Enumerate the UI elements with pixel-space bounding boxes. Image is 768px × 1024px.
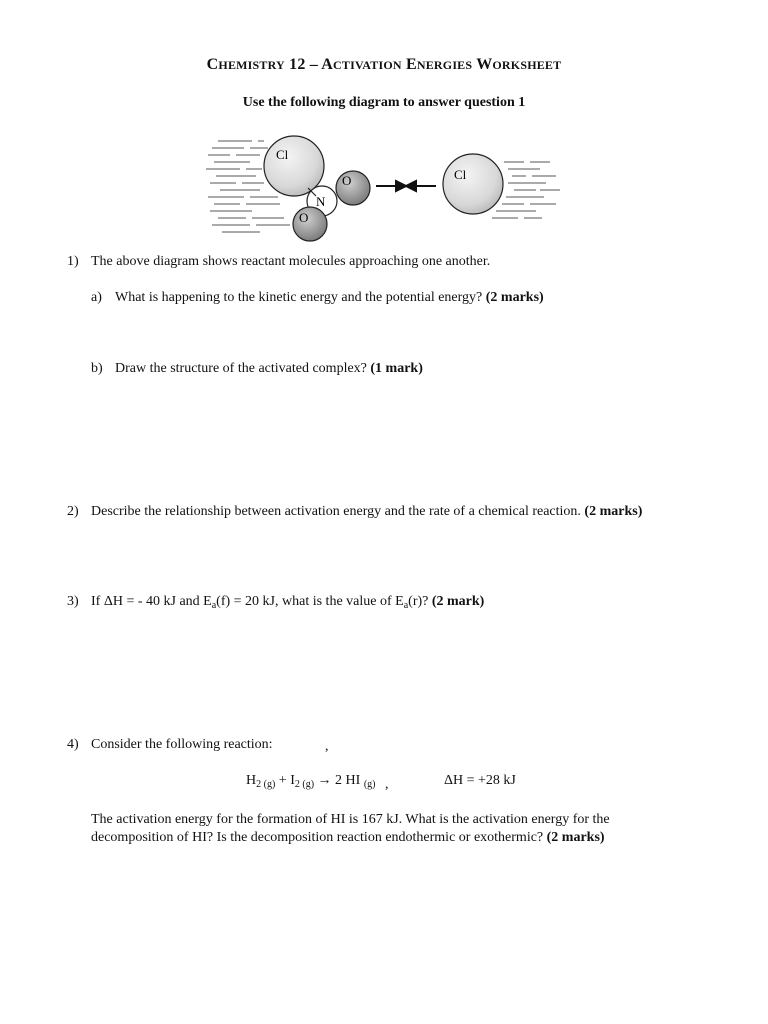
stray-comma: ,: [325, 739, 329, 754]
page-title: [0, 56, 768, 74]
question-text: The above diagram shows reactant molecules approaching one another.: [91, 254, 491, 269]
title-part: NERGIES: [416, 58, 473, 72]
subquestion-text: What is happening to the kinetic energy and the potential energy?: [115, 290, 483, 305]
subquestion-label: b): [91, 361, 103, 376]
title-part: C: [206, 56, 219, 73]
equation-part: + I: [278, 773, 295, 788]
subscript: 2 (g): [256, 779, 276, 790]
paragraph-line-wrap: [91, 829, 691, 847]
title-part: HEMISTRY: [218, 58, 285, 72]
reaction-equation: [246, 773, 388, 790]
question-number: 3): [67, 594, 79, 609]
question-number: 2): [67, 504, 79, 519]
enthalpy-value: ΔH = +28 kJ: [444, 773, 516, 788]
question-text: (r)?: [408, 594, 429, 609]
atom-label: N: [316, 194, 326, 209]
equation-part: → 2 HI: [317, 773, 361, 788]
question-text-wrap: [91, 593, 484, 615]
subquestion-text-wrap: [115, 289, 544, 307]
approach-arrows: [376, 181, 436, 191]
question-text: Describe the relationship between activation energy and the rate of a chemical reaction.: [91, 504, 581, 519]
question-4-paragraph: [91, 811, 691, 847]
paragraph-line: The activation energy for the formation of HI is 167 kJ. What is the activation energy for the: [91, 812, 610, 827]
question-number: 4): [67, 737, 79, 752]
subquestion-text-wrap: [115, 360, 423, 378]
subscript: 2 (g): [294, 779, 315, 790]
subscript: a: [403, 600, 409, 611]
equation-part: H: [246, 773, 257, 788]
atom-label: Cl: [454, 167, 467, 182]
diagram-instruction: Use the following diagram to answer question 1: [242, 95, 526, 110]
title-part: E: [405, 56, 417, 73]
atom-label: O: [299, 210, 309, 225]
equation-part: ,: [384, 777, 389, 792]
paragraph-line: decomposition of HI? Is the decomposition reaction endothermic or exothermic?: [91, 830, 544, 845]
marks-label: (2 marks): [546, 830, 605, 845]
question-text: Consider the following reaction:: [91, 737, 273, 752]
marks-label: (1 mark): [370, 361, 423, 376]
chlorine-atom-left: [264, 136, 324, 196]
atom-label: O: [342, 173, 352, 188]
molecule-collision-diagram: [200, 126, 570, 246]
question-text: If ΔH = - 40 kJ and E: [91, 594, 212, 609]
subquestion-text: Draw the structure of the activated complex?: [115, 361, 367, 376]
question-text: (f) = 20 kJ, what is the value of E: [216, 594, 404, 609]
title-part: ORKSHEET: [492, 58, 562, 72]
marks-label: (2 marks): [584, 504, 643, 519]
title-part: A: [321, 56, 334, 73]
chlorine-atom-right: [443, 154, 503, 214]
question-number: 1): [67, 254, 79, 269]
marks-label: (2 mark): [431, 594, 485, 609]
question-text-wrap: [91, 503, 642, 521]
atom-label: Cl: [276, 147, 289, 162]
title-part: W: [476, 56, 493, 73]
subscript: (g): [363, 779, 376, 790]
marks-label: (2 marks): [485, 290, 544, 305]
title-part: CTIVATION: [333, 58, 402, 72]
title-part: 12 –: [289, 56, 318, 73]
subscript: a: [211, 600, 217, 611]
subquestion-label: a): [91, 290, 102, 305]
